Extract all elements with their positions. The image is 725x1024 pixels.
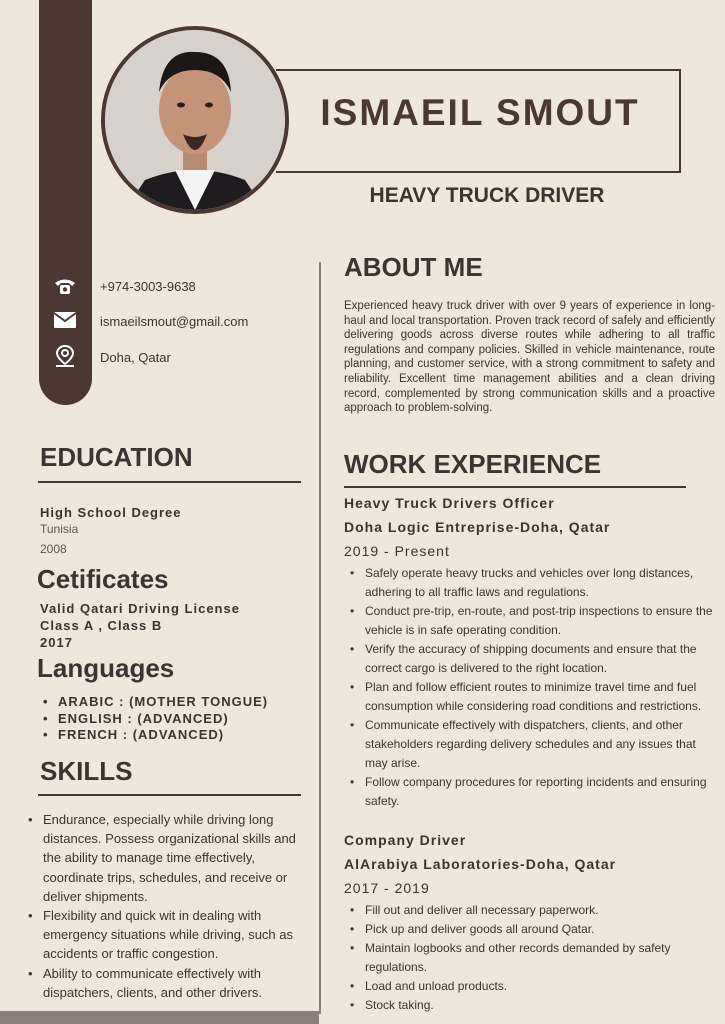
email-address[interactable]: ismaeilsmout@gmail.com: [100, 314, 249, 329]
job-duties-list: [344, 564, 716, 811]
about-text: Experienced heavy truck driver with over 9 years of experience in long-haul and local transportation. Proven track record of safely and efficiently delivering goods across diverse routes while adhering to all traffic regulations and company policies. Skilled in vehicle maintenance, route planning, and customer service, with a strong commitment to safety and reliability. Excellent time management abilities and a clean driving record, complemented by strong communication skills and a proactive approach to problem-solving.: [344, 300, 715, 415]
column-divider: [319, 262, 321, 1014]
skill-item: • Flexibility and quick wit in dealing with emergency situations while driving, such as accidents or traffic congestion.: [22, 906, 316, 964]
language-item: • FRENCH : (ADVANCED): [37, 727, 268, 744]
education-place: Tunisia: [40, 522, 79, 536]
duty-item: • Safely operate heavy trucks and vehicles over long distances, adhering to all traffic laws and regulations.: [344, 564, 716, 602]
job-company: Doha Logic Entreprise-Doha, Qatar: [344, 519, 611, 535]
skills-list: [22, 810, 316, 1002]
job-role: Company Driver: [344, 832, 467, 848]
skill-item: • Ability to communicate effectively with dispatchers, clients, and other drivers.: [22, 964, 316, 1002]
work-divider: [344, 486, 686, 488]
candidate-name: ISMAEIL SMOUT: [320, 92, 640, 133]
about-heading: ABOUT ME: [344, 252, 483, 282]
duty-item: • Follow company procedures for reporting incidents and ensuring safety.: [344, 773, 716, 811]
work-heading: WORK EXPERIENCE: [344, 449, 602, 479]
education-year: 2008: [40, 542, 67, 556]
profile-photo: [101, 26, 289, 214]
duty-item: • Stock taking.: [344, 996, 716, 1015]
duty-item: • Plan and follow efficient routes to minimize travel time and fuel consumption while considering road conditions and restrictions.: [344, 678, 716, 716]
phone-number[interactable]: +974-3003-9638: [100, 279, 196, 294]
job-dates: 2019 - Present: [344, 543, 450, 559]
certificates-heading: Cetificates: [37, 564, 169, 594]
duty-item: • Pick up and deliver goods all around Qatar.: [344, 920, 716, 939]
job-title: HEAVY TRUCK DRIVER: [369, 184, 605, 207]
duty-item: • Load and unload products.: [344, 977, 716, 996]
skills-divider: [38, 794, 301, 796]
location-pin-icon: [52, 344, 78, 366]
location: Doha, Qatar: [100, 350, 171, 365]
skills-heading: SKILLS: [40, 756, 133, 786]
email-icon: [52, 309, 78, 331]
skill-item: • Endurance, especially while driving long distances. Possess organizational skills and the ability to manage time effectively, coordinate trips, schedules, and receive or deliver shipments.: [22, 810, 316, 906]
language-item: • ARABIC : (MOTHER TONGUE): [37, 694, 268, 711]
job-duties-list: [344, 901, 716, 1015]
certificate-license: Valid Qatari Driving License: [40, 601, 240, 616]
education-heading: EDUCATION: [40, 442, 193, 472]
job-dates: 2017 - 2019: [344, 880, 430, 896]
duty-item: • Communicate effectively with dispatchers, clients, and other stakeholders regarding delivery schedules and any issues that may arise.: [344, 716, 716, 773]
job-company: AlArabiya Laboratories-Doha, Qatar: [344, 856, 617, 872]
job-role: Heavy Truck Drivers Officer: [344, 495, 555, 511]
duty-item: • Verify the accuracy of shipping documents and ensure that the correct cargo is delivered to the right location.: [344, 640, 716, 678]
languages-heading: Languages: [37, 653, 175, 683]
bottom-bar: [0, 1011, 319, 1024]
certificate-class: Class A , Class B: [40, 618, 163, 633]
language-item: • ENGLISH : (ADVANCED): [37, 711, 268, 728]
phone-icon: [52, 275, 78, 297]
certificate-year: 2017: [40, 635, 73, 650]
duty-item: • Maintain logbooks and other records demanded by safety regulations.: [344, 939, 716, 977]
languages-list: [37, 694, 268, 744]
education-divider: [38, 481, 301, 483]
duty-item: • Fill out and deliver all necessary paperwork.: [344, 901, 716, 920]
education-degree: High School Degree: [40, 505, 182, 520]
duty-item: • Conduct pre-trip, en-route, and post-trip inspections to ensure the vehicle is in safe operating condition.: [344, 602, 716, 640]
